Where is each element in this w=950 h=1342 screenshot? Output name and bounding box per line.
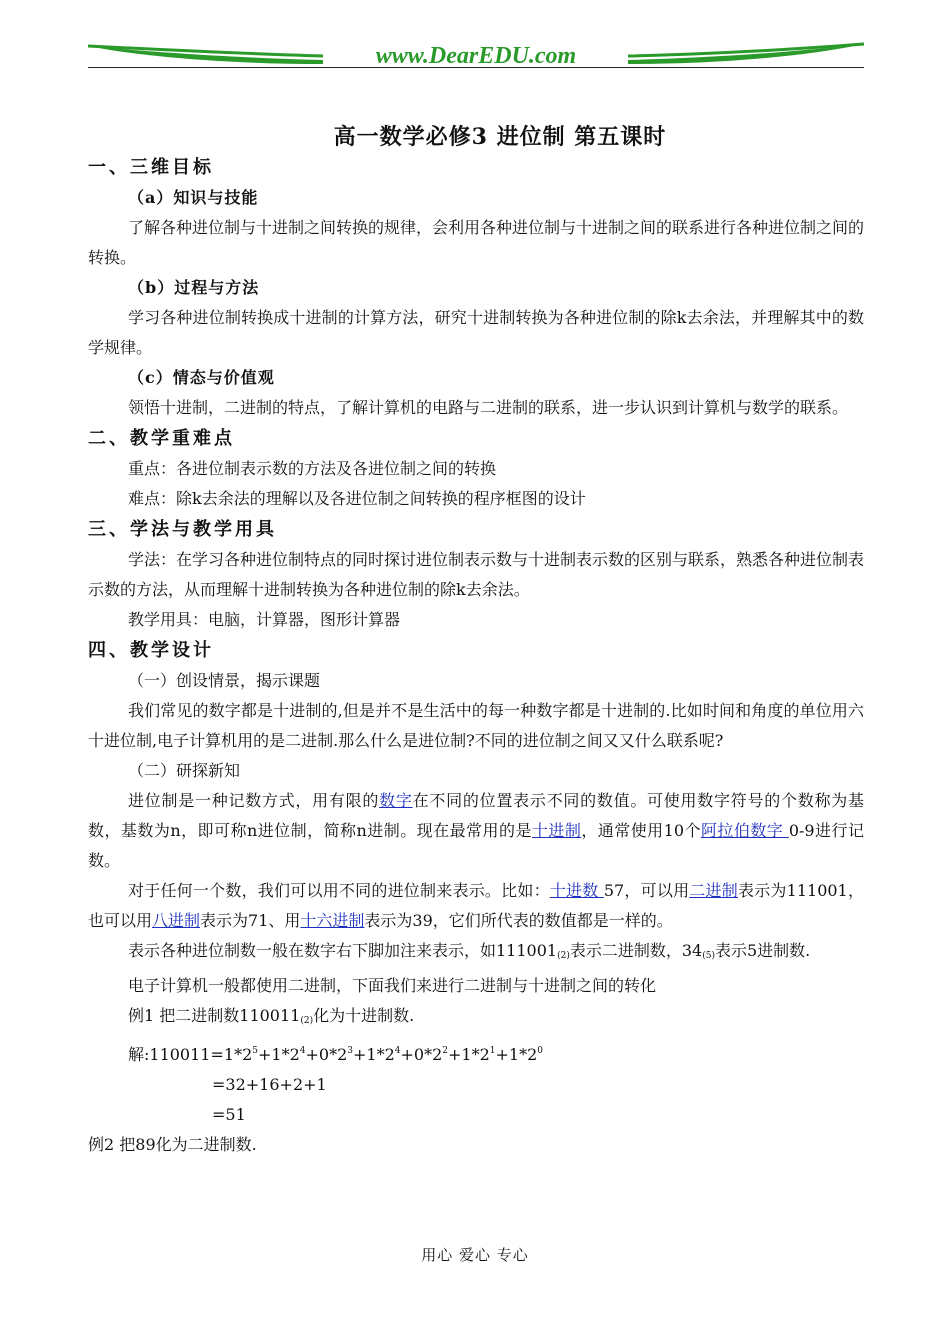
base-subscript: (5) [702, 951, 715, 961]
section-heading-objectives: 一、三维目标 [88, 157, 214, 178]
text-segment: 表示5进制数. [714, 941, 811, 960]
text-segment: 例1 把二进制数110011 [128, 1006, 301, 1025]
paragraph-learning-method: 学法：在学习各种进位制特点的同时探讨进位制表示数与十进制表示数的区别与联系，熟悉各种进位制表示数的方法，从而理解十进制转换为各种进位制的除k去余法。 [88, 550, 865, 599]
solution-line-1 [88, 1036, 864, 1070]
term-exponent: 5 [252, 1046, 258, 1056]
text-segment: 对于任何一个数，我们可以用不同的进位制来表示。比如： [128, 881, 550, 900]
subheading-scenario: （一）创设情景，揭示课题 [128, 671, 321, 690]
term-exponent: 2 [442, 1046, 448, 1056]
paragraph-computer: 电子计算机一般都使用二进制，下面我们来进行二进制与十进制之间的转化 [128, 976, 657, 995]
page-title: 高一数学必修3 进位制 第五课时 [333, 124, 667, 150]
link-digit[interactable]: 数字 [379, 791, 413, 810]
banner-swoosh-graphic [88, 38, 864, 70]
link-octal[interactable]: 八进制 [152, 911, 201, 930]
text-segment: 57，可以用 [603, 881, 690, 900]
section-heading-methods: 三、学法与教学用具 [88, 519, 277, 540]
paragraph-values: 领悟十进制，二进制的特点，了解计算机的电路与二进制的联系，进一步认识到计算机与数学的联系。 [128, 398, 849, 417]
site-logo-text: www.DearEDU.com [375, 43, 577, 69]
difficult-point: 难点：除k去余法的理解以及各进位制之间转换的程序框图的设计 [128, 489, 586, 508]
base-subscript: (2) [557, 951, 570, 961]
text-segment: 进位制是一种记数方式，用有限的 [128, 791, 380, 810]
text-segment: 表示二进制数，34 [569, 941, 703, 960]
term-exponent: 3 [347, 1046, 353, 1056]
paragraph-knowledge: 了解各种进位制与十进制之间转换的规律，会利用各种进位制与十进制之间的联系进行各种进位制之间的转换。 [88, 218, 865, 267]
text-segment: 表示为39，它们所代表的数值都是一样的。 [364, 911, 673, 930]
link-decimal-number[interactable]: 十进数 [549, 881, 604, 900]
header-rule [88, 67, 864, 68]
section-heading-design: 四、教学设计 [88, 640, 214, 661]
solution-terms [224, 1045, 543, 1064]
teaching-tools: 教学用具：电脑，计算器，图形计算器 [128, 610, 401, 629]
example-2: 例2 把89化为二进制数. [88, 1135, 257, 1154]
paragraph-notation [88, 936, 864, 971]
text-segment: 表示各种进位制数一般在数字右下脚加注来表示，如111001 [128, 941, 558, 960]
key-point: 重点：各进位制表示数的方法及各进位制之间的转换 [128, 459, 497, 478]
text-segment: 表示为111001，也可以用 [88, 881, 864, 930]
solution-line-3: =51 [212, 1105, 246, 1124]
term-coefficient: +0*2 [400, 1045, 443, 1064]
text-segment: 化为十进制数. [313, 1006, 415, 1025]
subheading-process: （b）过程与方法 [128, 278, 260, 297]
link-binary[interactable]: 二进制 [689, 881, 738, 900]
paragraph-example-57 [88, 876, 864, 936]
text-segment: ，通常使用10个 [581, 821, 701, 840]
text-segment: 表示为71、用 [200, 911, 301, 930]
header-banner [88, 38, 864, 70]
term-exponent: 4 [394, 1046, 401, 1056]
term-exponent: 1 [489, 1046, 496, 1056]
example-1 [88, 1001, 864, 1036]
solution-line-2: =32+16+2+1 [212, 1075, 327, 1094]
paragraph-definition [88, 786, 864, 876]
paragraph-scenario: 我们常见的数字都是十进制的,但是并不是生活中的每一种数字都是十进制的.比如时间和角度的单位用六十进位制,电子计算机用的是二进制.那么什么是进位制?不同的进位制之间又又什么联系呢? [88, 701, 864, 750]
link-hexadecimal[interactable]: 十六进制 [300, 911, 365, 930]
term-exponent: 0 [537, 1046, 543, 1056]
page-footer: 用心 爱心 专心 [421, 1246, 529, 1264]
solution-lead: 解:110011= [128, 1045, 224, 1064]
term-coefficient: +0*2 [305, 1045, 348, 1064]
term-coefficient: +1*2 [352, 1045, 395, 1064]
subheading-knowledge: （a）知识与技能 [128, 188, 259, 207]
document-body [88, 152, 864, 1160]
link-decimal[interactable]: 十进制 [531, 821, 582, 840]
subheading-values: （c）情态与价值观 [128, 368, 275, 387]
subheading-explore: （二）研探新知 [128, 761, 241, 780]
section-heading-key-points: 二、教学重难点 [88, 428, 235, 449]
term-exponent: 4 [299, 1046, 306, 1056]
term-coefficient: +1*2 [447, 1045, 490, 1064]
paragraph-process: 学习各种进位制转换成十进制的计算方法，研究十进制转换为各种进位制的除k去余法，并理解其中的数学规律。 [88, 308, 864, 357]
link-arabic-numerals[interactable]: 阿拉伯数字 [700, 821, 789, 840]
term-coefficient: +1*2 [257, 1045, 300, 1064]
term-coefficient: +1*2 [495, 1045, 538, 1064]
text-segment: 0-9进行记数。 [88, 821, 864, 870]
text-segment: 在不同的位置表示不同的数值。可使用数字符号的个数称为基数，基数为n，即可称n进位制，简称n进制。现在最常用的是 [88, 791, 864, 840]
base-subscript: (2) [300, 1016, 314, 1026]
term-coefficient: 1*2 [223, 1045, 253, 1064]
